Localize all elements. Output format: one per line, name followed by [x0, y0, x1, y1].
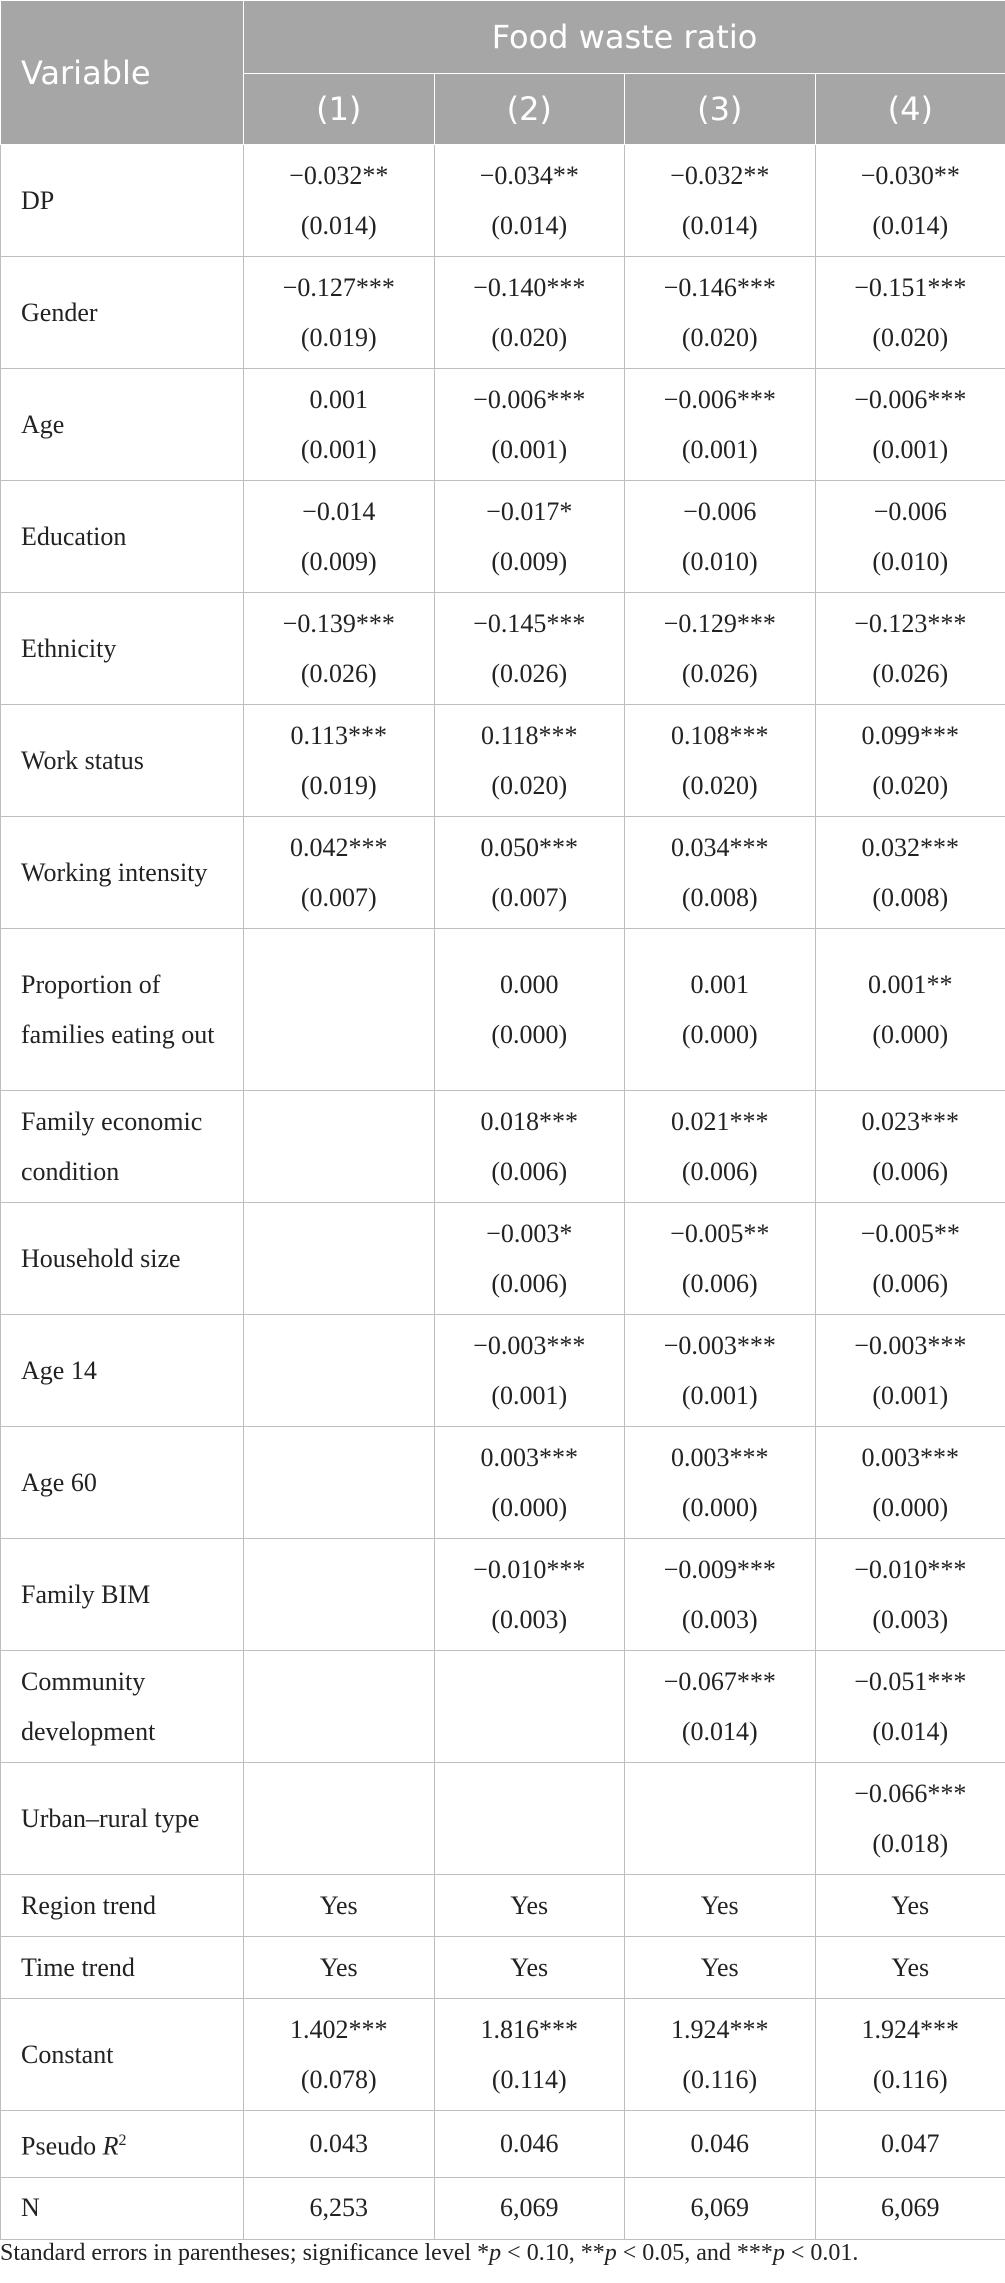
cell-col-2	[434, 817, 625, 929]
coefficient: −0.009***	[663, 1554, 776, 1584]
cell-col-3	[625, 1427, 816, 1539]
coefficient: −0.003***	[473, 1330, 586, 1360]
cell-col-1	[244, 1091, 435, 1203]
cell-col-3	[625, 145, 816, 257]
table-row	[1, 2177, 1005, 2239]
coefficient: 0.021***	[671, 1106, 769, 1136]
cell-col-2	[434, 369, 625, 481]
coefficient: 0.050***	[480, 832, 578, 862]
cell-col-2	[434, 1937, 625, 1999]
standard-error: (0.009)	[300, 546, 377, 576]
cell-col-3	[625, 2177, 816, 2239]
table-row	[1, 1999, 1005, 2111]
cell-col-2	[434, 1315, 625, 1427]
standard-error: (0.003)	[872, 1604, 949, 1634]
cell-col-3	[625, 593, 816, 705]
footnote-part-4: < 0.01.	[784, 2240, 859, 2266]
standard-error: (0.001)	[491, 434, 568, 464]
cell-col-3	[625, 2111, 816, 2178]
coefficient: 0.000	[500, 969, 559, 999]
cell-col-4	[815, 257, 1005, 369]
standard-error: (0.000)	[491, 1019, 568, 1049]
coefficient: 0.018***	[480, 1106, 578, 1136]
standard-error: (0.019)	[300, 322, 377, 352]
table-row	[1, 369, 1005, 481]
standard-error: (0.026)	[681, 658, 758, 688]
cell-col-1	[244, 929, 435, 1091]
cell-col-3	[625, 1763, 816, 1875]
coefficient: Yes	[319, 1952, 358, 1982]
standard-error: (0.026)	[872, 658, 949, 688]
cell-col-2	[434, 1427, 625, 1539]
standard-error: (0.000)	[872, 1019, 949, 1049]
coefficient: 6,069	[690, 2193, 749, 2223]
standard-error: (0.006)	[681, 1268, 758, 1298]
coefficient: 0.032***	[861, 832, 960, 862]
table-row	[1, 2111, 1005, 2178]
cell-col-3	[625, 1539, 816, 1651]
table-row	[1, 1539, 1005, 1651]
coefficient: Yes	[700, 1952, 739, 1982]
cell-col-4	[815, 1651, 1005, 1763]
header-col-3: (3)	[625, 74, 816, 145]
standard-error: (0.006)	[872, 1268, 949, 1298]
footnote-p-var-3: p	[772, 2240, 785, 2266]
coefficient: Yes	[510, 1952, 549, 1982]
standard-error: (0.008)	[872, 882, 949, 912]
coefficient: Yes	[510, 1890, 549, 1920]
standard-error: (0.014)	[872, 1716, 949, 1746]
coefficient: −0.129***	[663, 608, 776, 638]
table-row	[1, 1091, 1005, 1203]
coefficient: −0.139***	[282, 608, 395, 638]
standard-error: (0.114)	[491, 2064, 567, 2094]
cell-col-4	[815, 145, 1005, 257]
coefficient: 1.816***	[480, 2014, 578, 2044]
coefficient: −0.067***	[663, 1666, 776, 1696]
cell-col-1	[244, 1651, 435, 1763]
coefficient: Yes	[891, 1890, 930, 1920]
coefficient: Yes	[319, 1890, 358, 1920]
header-col-4: (4)	[815, 74, 1005, 145]
coefficient: −0.006***	[473, 384, 586, 414]
coefficient: −0.145***	[473, 608, 586, 638]
cell-col-2	[434, 2177, 625, 2239]
table-row	[1, 1203, 1005, 1315]
coefficient: −0.006	[873, 496, 947, 526]
row-label: DP	[1, 145, 244, 257]
coefficient: 0.047	[881, 2128, 940, 2158]
standard-error: (0.014)	[681, 210, 758, 240]
standard-error: (0.000)	[681, 1492, 758, 1522]
footnote-part-2: < 0.10, **	[501, 2240, 605, 2266]
standard-error: (0.001)	[300, 434, 377, 464]
coefficient: −0.123***	[854, 608, 967, 638]
cell-col-1	[244, 1763, 435, 1875]
coefficient: −0.146***	[663, 272, 776, 302]
row-label-italic: R	[102, 2131, 119, 2161]
table-row	[1, 1651, 1005, 1763]
coefficient: −0.032**	[670, 160, 770, 190]
cell-col-1	[244, 369, 435, 481]
coefficient: Yes	[891, 1952, 930, 1982]
standard-error: (0.116)	[872, 2064, 948, 2094]
coefficient: 0.046	[500, 2128, 559, 2158]
coefficient: 0.099***	[861, 720, 960, 750]
standard-error: (0.010)	[872, 546, 949, 576]
standard-error: (0.000)	[491, 1492, 568, 1522]
cell-col-4	[815, 1203, 1005, 1315]
cell-col-1	[244, 257, 435, 369]
standard-error: (0.014)	[872, 210, 949, 240]
cell-col-4	[815, 2111, 1005, 2178]
footnote-p-var-2: p	[604, 2240, 617, 2266]
cell-col-1	[244, 145, 435, 257]
coefficient: 6,069	[500, 2193, 559, 2223]
coefficient: 6,253	[309, 2193, 368, 2223]
row-label: Family economic condition	[1, 1091, 244, 1203]
cell-col-4	[815, 1937, 1005, 1999]
standard-error: (0.003)	[491, 1604, 568, 1634]
standard-error: (0.001)	[491, 1380, 568, 1410]
coefficient: −0.017*	[486, 496, 573, 526]
cell-col-1	[244, 1875, 435, 1937]
coefficient: −0.014	[302, 496, 376, 526]
coefficient: 6,069	[881, 2193, 940, 2223]
table-row	[1, 1875, 1005, 1937]
cell-col-4	[815, 1315, 1005, 1427]
row-label-superscript: 2	[118, 2132, 127, 2149]
standard-error: (0.020)	[681, 770, 758, 800]
coefficient: −0.005**	[670, 1218, 770, 1248]
table-row	[1, 1315, 1005, 1427]
standard-error: (0.019)	[300, 770, 377, 800]
cell-col-4	[815, 929, 1005, 1091]
standard-error: (0.026)	[300, 658, 377, 688]
row-label: Community development	[1, 1651, 244, 1763]
row-label-text: Pseudo	[21, 2131, 103, 2161]
standard-error: (0.009)	[491, 546, 568, 576]
cell-col-1	[244, 2177, 435, 2239]
standard-error: (0.010)	[681, 546, 758, 576]
coefficient: 0.001	[309, 384, 368, 414]
row-label	[1, 2111, 244, 2178]
cell-col-4	[815, 817, 1005, 929]
cell-col-3	[625, 1651, 816, 1763]
row-label: Urban–rural type	[1, 1763, 244, 1875]
standard-error: (0.001)	[872, 1380, 949, 1410]
header-variable: Variable	[1, 1, 244, 145]
standard-error: (0.026)	[491, 658, 568, 688]
table-row	[1, 1427, 1005, 1539]
cell-col-4	[815, 705, 1005, 817]
cell-col-3	[625, 1999, 816, 2111]
cell-col-2	[434, 705, 625, 817]
coefficient: −0.030**	[860, 160, 960, 190]
cell-col-4	[815, 1763, 1005, 1875]
cell-col-4	[815, 2177, 1005, 2239]
coefficient: 0.001**	[868, 969, 953, 999]
cell-col-2	[434, 1875, 625, 1937]
table-row	[1, 817, 1005, 929]
cell-col-3	[625, 817, 816, 929]
cell-col-1	[244, 593, 435, 705]
standard-error: (0.020)	[872, 322, 949, 352]
cell-col-2	[434, 2111, 625, 2178]
cell-col-2	[434, 929, 625, 1091]
row-label: N	[1, 2177, 244, 2239]
standard-error: (0.020)	[872, 770, 949, 800]
coefficient: −0.032**	[289, 160, 389, 190]
table-footnote	[0, 2240, 1005, 2267]
table-row	[1, 705, 1005, 817]
standard-error: (0.007)	[300, 882, 377, 912]
coefficient: 0.046	[690, 2128, 749, 2158]
coefficient: 0.108***	[671, 720, 769, 750]
standard-error: (0.001)	[681, 1380, 758, 1410]
cell-col-1	[244, 817, 435, 929]
cell-col-3	[625, 705, 816, 817]
cell-col-3	[625, 257, 816, 369]
coefficient: 0.042***	[290, 832, 388, 862]
coefficient: 0.043	[309, 2128, 368, 2158]
cell-col-1	[244, 1999, 435, 2111]
standard-error: (0.014)	[300, 210, 377, 240]
cell-col-1	[244, 1539, 435, 1651]
cell-col-4	[815, 1875, 1005, 1937]
cell-col-2	[434, 1091, 625, 1203]
standard-error: (0.000)	[681, 1019, 758, 1049]
standard-error: (0.001)	[872, 434, 949, 464]
row-label: Age 60	[1, 1427, 244, 1539]
cell-col-4	[815, 593, 1005, 705]
standard-error: (0.007)	[491, 882, 568, 912]
row-label: Age 14	[1, 1315, 244, 1427]
cell-col-3	[625, 929, 816, 1091]
footnote-p-var-1: p	[489, 2240, 502, 2266]
coefficient: Yes	[700, 1890, 739, 1920]
coefficient: 0.003***	[861, 1442, 960, 1472]
coefficient: −0.034**	[479, 160, 579, 190]
header-col-2: (2)	[434, 74, 625, 145]
standard-error: (0.020)	[681, 322, 758, 352]
standard-error: (0.018)	[872, 1828, 949, 1858]
cell-col-2	[434, 257, 625, 369]
coefficient: −0.003***	[854, 1330, 967, 1360]
cell-col-2	[434, 145, 625, 257]
cell-col-4	[815, 1539, 1005, 1651]
coefficient: 0.034***	[671, 832, 769, 862]
standard-error: (0.020)	[491, 322, 568, 352]
cell-col-2	[434, 593, 625, 705]
table-row	[1, 481, 1005, 593]
row-label: Education	[1, 481, 244, 593]
row-label: Household size	[1, 1203, 244, 1315]
coefficient: −0.127***	[282, 272, 395, 302]
row-label: Constant	[1, 1999, 244, 2111]
cell-col-4	[815, 481, 1005, 593]
coefficient: −0.006***	[854, 384, 967, 414]
coefficient: 0.001	[690, 969, 749, 999]
coefficient: 1.924***	[861, 2014, 960, 2044]
cell-col-4	[815, 1427, 1005, 1539]
cell-col-3	[625, 1203, 816, 1315]
cell-col-3	[625, 1875, 816, 1937]
cell-col-1	[244, 705, 435, 817]
table-row	[1, 145, 1005, 257]
standard-error: (0.008)	[681, 882, 758, 912]
coefficient: 1.402***	[290, 2014, 388, 2044]
cell-col-4	[815, 369, 1005, 481]
standard-error: (0.003)	[681, 1604, 758, 1634]
cell-col-2	[434, 1203, 625, 1315]
cell-col-3	[625, 1315, 816, 1427]
coefficient: −0.066***	[854, 1778, 967, 1808]
cell-col-2	[434, 1651, 625, 1763]
table-row	[1, 1937, 1005, 1999]
cell-col-2	[434, 1763, 625, 1875]
footnote-part-3: < 0.05, and ***	[616, 2240, 773, 2266]
coefficient: 1.924***	[671, 2014, 769, 2044]
table-row	[1, 593, 1005, 705]
row-label: Region trend	[1, 1875, 244, 1937]
cell-col-2	[434, 1999, 625, 2111]
table-row	[1, 257, 1005, 369]
coefficient: −0.006	[683, 496, 757, 526]
standard-error: (0.006)	[872, 1156, 949, 1186]
standard-error: (0.078)	[300, 2064, 377, 2094]
coefficient: 0.003***	[671, 1442, 769, 1472]
standard-error: (0.006)	[491, 1268, 568, 1298]
footnote-part-1: Standard errors in parentheses; significance level *	[0, 2240, 490, 2266]
standard-error: (0.116)	[682, 2064, 758, 2094]
row-label: Age	[1, 369, 244, 481]
cell-col-3	[625, 369, 816, 481]
standard-error: (0.006)	[491, 1156, 568, 1186]
cell-col-3	[625, 1091, 816, 1203]
row-label: Work status	[1, 705, 244, 817]
row-label: Working intensity	[1, 817, 244, 929]
cell-col-2	[434, 481, 625, 593]
cell-col-1	[244, 2111, 435, 2178]
coefficient: −0.140***	[473, 272, 586, 302]
cell-col-1	[244, 1937, 435, 1999]
coefficient: −0.051***	[854, 1666, 967, 1696]
standard-error: (0.001)	[681, 434, 758, 464]
standard-error: (0.014)	[681, 1716, 758, 1746]
cell-col-2	[434, 1539, 625, 1651]
cell-col-1	[244, 1427, 435, 1539]
cell-col-1	[244, 1203, 435, 1315]
row-label: Ethnicity	[1, 593, 244, 705]
standard-error: (0.014)	[491, 210, 568, 240]
cell-col-3	[625, 1937, 816, 1999]
coefficient: −0.005**	[860, 1218, 960, 1248]
header-food-waste-ratio: Food waste ratio	[244, 1, 1005, 74]
table-row	[1, 929, 1005, 1091]
table-row	[1, 1763, 1005, 1875]
cell-col-1	[244, 1315, 435, 1427]
coefficient: −0.151***	[854, 272, 967, 302]
row-label: Time trend	[1, 1937, 244, 1999]
header-col-1: (1)	[244, 74, 435, 145]
coefficient: −0.006***	[663, 384, 776, 414]
coefficient: 0.023***	[861, 1106, 960, 1136]
table-body	[1, 145, 1005, 2240]
standard-error: (0.000)	[872, 1492, 949, 1522]
row-label: Gender	[1, 257, 244, 369]
row-label: Family BIM	[1, 1539, 244, 1651]
coefficient: 0.113***	[290, 720, 388, 750]
coefficient: 0.003***	[480, 1442, 578, 1472]
coefficient: −0.003*	[486, 1218, 573, 1248]
standard-error: (0.020)	[491, 770, 568, 800]
cell-col-1	[244, 481, 435, 593]
cell-col-3	[625, 481, 816, 593]
coefficient: −0.010***	[473, 1554, 586, 1584]
coefficient: 0.118***	[480, 720, 578, 750]
cell-col-4	[815, 1091, 1005, 1203]
standard-error: (0.006)	[681, 1156, 758, 1186]
coefficient: −0.003***	[663, 1330, 776, 1360]
coefficient: −0.010***	[854, 1554, 967, 1584]
cell-col-4	[815, 1999, 1005, 2111]
table-header	[1, 1, 1005, 145]
row-label: Proportion of families eating out	[1, 929, 244, 1091]
